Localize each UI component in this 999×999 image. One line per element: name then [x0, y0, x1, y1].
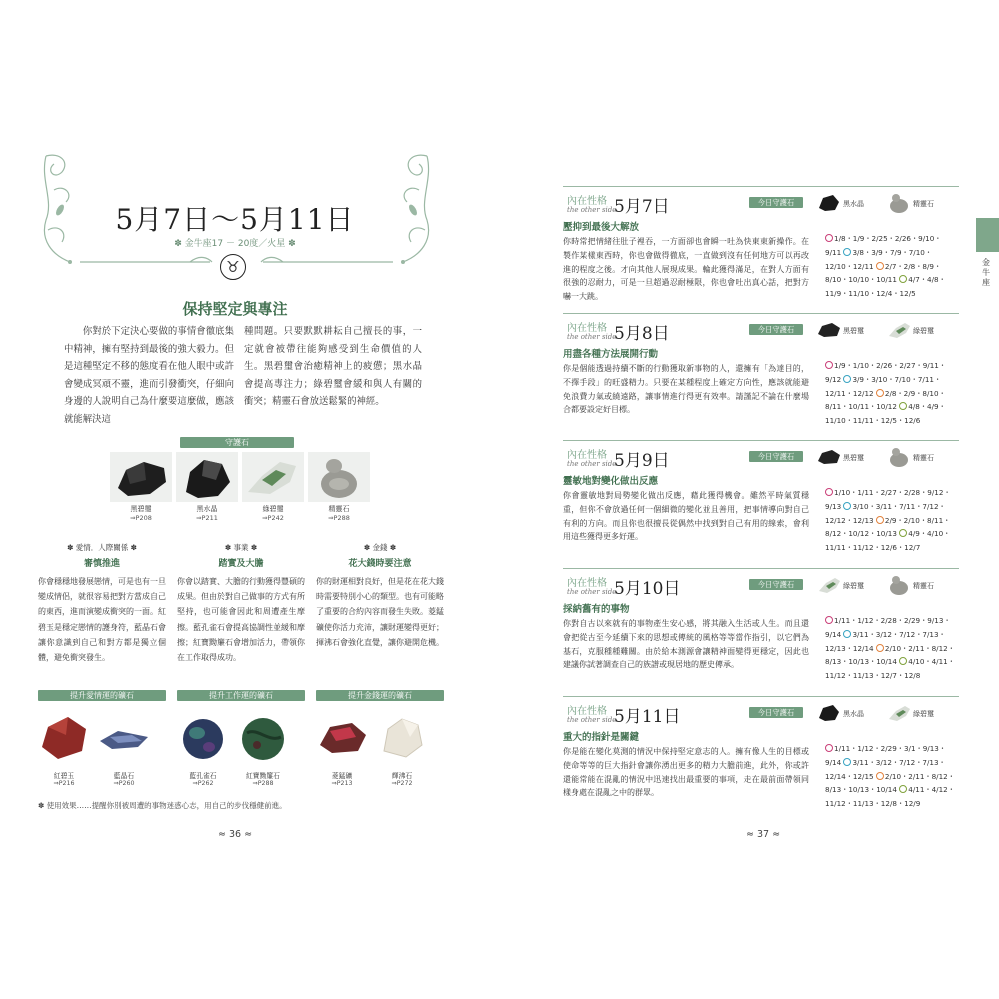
left-page [0, 0, 499, 999]
entry-text: 你是能在變化莫測的情況中保持堅定意志的人。擁有像人生的目標或使命等等的巨大指針會讓你湧出更多的精力大膽前進，此外，你或許還能常能在混亂的情況中迅速找出最重要的事項，走在最前面帶領同樣身處在混亂之中的群眾。 [563, 747, 809, 798]
intro-paragraph-col1: 你對於下定決心要做的事情會徹底集中精神，擁有堅持到最後的強大毅力。但是這種堅定不移的態度看在他人眼中或許會變成冥頑不靈，進而引發衝突，仔細向身邊的人說明自己為什麼要這麼做，應該就能解決這 [64, 326, 234, 425]
date-list: 2/8・2/9・8/10・8/11・10/11・10/12 [825, 388, 946, 412]
badge-label: 內在性格 [567, 196, 607, 207]
entry-text: 你時常把情緒往肚子裡吞，一方面卻也會瞬一吐為快東東新操作。在製作某樣東西時，你也會做得徹底，一直做到沒有任何地方可以再改進的程度之後。才向其他人展現成果。輪此獲得滿足，在對人方面有很強的忍耐力，可是一旦超過忍耐極限，你也會吐出真心話，把對方嚇一大跳。 [563, 237, 809, 302]
daily-entry [563, 440, 959, 560]
friend-dot-icon [843, 502, 851, 510]
stone-name: 紅碧玉 [53, 772, 75, 780]
intro-paragraph-col2: 種問題。只要默默耕耘自己擅長的事，一定就會被帶往能夠感受到生命價值的人生。黑碧璽會治癒精神上的疲憊；黑水晶會提高專注力；綠碧璽會緩和與人有關的衝突；精靈石會放送鬆緊的神經。 [244, 326, 422, 408]
date-list: 1/9・1/10・2/26・2/27・9/11・9/12 [825, 361, 947, 384]
love-dot-icon [825, 616, 833, 624]
guard-stone-label: 今日守護石 [749, 707, 803, 718]
stone-name: 黑碧璽 [130, 505, 152, 513]
stone-name: 藍孔雀石 [189, 772, 217, 780]
boost-stone [38, 707, 90, 787]
stone-page-ref: ⇒P272 [391, 780, 413, 787]
entry-text: 你會靈敏地對局勢變化做出反應，藉此獲得機會。雖然平時氣質穩重，但你不會放過任何一個細微的變化並且善用，把事情導向對自己有利的方向。而且你也很擅長從偶然中找到對自己有用的線索，會利用這些獲得更多好運。 [563, 491, 809, 542]
boost-stone [177, 707, 229, 787]
stone-page-ref: ⇒P208 [130, 514, 152, 522]
work-dot-icon [876, 516, 884, 524]
black-quartz-thumb [817, 192, 841, 214]
taurus-icon: ♉ [220, 254, 246, 280]
date-range-title: 5月7日～5月11日 [115, 203, 355, 236]
boost-stone-list [38, 707, 166, 787]
badge-label: 內在性格 [567, 578, 607, 589]
green-tourmaline-thumb [887, 319, 911, 341]
work-dot-icon [876, 644, 884, 652]
date-list: 2/10・2/11・8/12・8/13・10/13・10/14 [825, 771, 955, 795]
main-heading: 保持堅定與專注 [182, 300, 288, 318]
guard-stone [817, 702, 877, 724]
date-list: 3/9・3/10・7/10・7/11・12/11・12/12 [825, 374, 942, 398]
boost-stone [237, 707, 289, 787]
love-dot-icon [825, 361, 833, 369]
entry-date: 5月9日 [614, 451, 670, 471]
fortune-work [177, 542, 305, 665]
fortune-text: 你的財運相對良好，但是花在花大錢時需要特別小心的類型。也有可能略了重要的合約內容而發生失敗。菱錳礦使你活力充沛，讓財運變得更好；揮沸石會強化直覺，讓你避開危機。 [316, 577, 444, 647]
entry-text: 你對自古以來就有的事物產生安心感，將其融入生活或人生。而且還會把從古至今延續下來的思想或傳統的風格等等當作指引，以它們為基石，克服種種難關。由於給本測源會讓精神面變得更穩定，因此也建議你試著調查自己的族譜或現居地的歷史傳承。 [563, 619, 809, 670]
guard-stone [817, 574, 877, 596]
fairy-stone-thumb [887, 446, 911, 468]
rival-dot-icon [899, 785, 907, 793]
badge-sublabel: the other side [567, 716, 617, 724]
stone-card [176, 452, 238, 530]
heulandite-image [376, 707, 428, 765]
stone-name: 輝沸石 [391, 772, 413, 780]
guard-stone-name: 綠碧璽 [913, 327, 934, 335]
compatible-dates [825, 614, 957, 683]
fortune-money [316, 542, 444, 650]
date-list: 1/11・1/12・2/28・2/29・9/13・9/14 [825, 616, 951, 639]
black-tourmaline-image [110, 452, 172, 502]
inner-personality-badge [567, 319, 616, 341]
inner-personality-badge [567, 702, 616, 724]
entry-title: 用盡各種方法展開行動 [563, 349, 659, 360]
daily-entry [563, 696, 959, 816]
guard-stone [887, 446, 947, 468]
stone-card [110, 452, 172, 530]
badge-sublabel: the other side [567, 460, 617, 468]
entry-date: 5月11日 [614, 707, 681, 727]
daily-entry [563, 313, 959, 433]
fortune-love [38, 542, 166, 665]
badge-label: 內在性格 [567, 450, 607, 461]
boost-stone [376, 707, 428, 787]
inner-personality-badge [567, 446, 616, 468]
inner-personality-badge [567, 192, 616, 214]
guard-stone [817, 319, 877, 341]
boost-stone [316, 707, 368, 787]
stone-name: 紅寶黝簾石 [246, 772, 280, 780]
date-list: 4/10・4/11・11/12・11/13・12/7・12/8 [825, 657, 955, 681]
divider [563, 568, 959, 569]
guard-stone-name: 綠碧璽 [913, 710, 934, 718]
work-dot-icon [876, 772, 884, 780]
stone-page-ref: ⇒P288 [252, 780, 274, 787]
black-quartz-thumb [817, 702, 841, 724]
divider [563, 440, 959, 441]
guard-stones-label: 守護石 [180, 437, 294, 448]
rival-dot-icon [899, 529, 907, 537]
stone-name: 精靈石 [328, 505, 350, 513]
guard-stone-label: 今日守護石 [749, 197, 803, 208]
daily-entry [563, 568, 959, 688]
fortune-title: 踏實及大膽 [218, 559, 264, 569]
guard-stone [887, 702, 947, 724]
date-list: 3/10・3/11・7/11・7/12・12/12・12/13 [825, 501, 946, 525]
love-dot-icon [825, 234, 833, 242]
love-boost-stones [38, 690, 166, 787]
side-tab-label: 金牛座 [982, 258, 990, 287]
fortune-category: ✽ 金錢 ✽ [363, 543, 397, 552]
guard-stone-name: 精靈石 [913, 454, 934, 462]
zodiac-subtitle: ✽ 金牛座17 － 20度／火星 ✽ [174, 239, 296, 249]
page-number: ≈ 37 ≈ [746, 829, 781, 840]
boost-label: 提升愛情運的礦石 [38, 690, 166, 701]
divider [563, 186, 959, 187]
boost-stone-list [177, 707, 305, 787]
date-list: 1/10・1/11・2/27・2/28・9/12・9/13 [825, 488, 951, 511]
entry-text: 你是個能透過持續不斷的行動獲取新事物的人，還擁有「為達目的，不擇手段」的旺盛精力。只要在某種程度上確定方向性，應該就能避免浪費力氣或繞遠路，讓事情進行得更有效率。請謹記不論在什麼場合都要設定好目標。 [563, 364, 809, 415]
guard-stone-label: 今日守護石 [749, 324, 803, 335]
boost-label: 提升工作運的礦石 [177, 690, 305, 701]
guard-stone-name: 精靈石 [913, 200, 934, 208]
badge-sublabel: the other side [567, 333, 617, 341]
entry-title: 採納舊有的事物 [563, 604, 630, 615]
date-list: 2/10・2/11・8/12・8/13・10/13・10/14 [825, 643, 955, 667]
stone-page-ref: ⇒P216 [53, 780, 75, 787]
fortune-title: 審慎推進 [83, 559, 120, 569]
date-list: 4/11・4/12・11/12・11/13・12/8・12/9 [825, 785, 955, 809]
fortune-category: ✽ 事業 ✽ [224, 543, 258, 552]
work-dot-icon [876, 389, 884, 397]
inner-personality-badge [567, 574, 616, 596]
date-list: 2/7・2/8・8/9・8/10・10/10・10/11 [825, 261, 942, 285]
page-number: ≈ 36 ≈ [218, 829, 253, 840]
money-boost-stones [316, 690, 444, 787]
stone-page-ref: ⇒P211 [196, 514, 218, 522]
guard-stones-row [110, 452, 368, 530]
red-jasper-image [38, 707, 90, 765]
work-dot-icon [876, 262, 884, 270]
kyanite-image [98, 707, 150, 765]
stone-name: 菱錳礦 [331, 772, 353, 780]
boost-stone [98, 707, 150, 787]
fortune-text: 你會穩穩地發展戀情，可是也有一旦變成情侶，就很容易把對方當成自己的東西，進而演變成衝突的一面。紅碧玉是穩定戀情的護身符，藍晶石會讓你意識到自己和對方都是獨立個體，避免衝突發生。 [38, 577, 166, 663]
guard-stone-name: 黑水晶 [843, 710, 864, 718]
date-list: 4/7・4/8・11/9・11/10・12/4・12/5 [825, 275, 946, 299]
fairy-stone-thumb [887, 574, 911, 596]
fairy-stone-thumb [887, 192, 911, 214]
stone-name: 綠碧璽 [262, 505, 284, 513]
date-list: 2/9・2/10・8/11・8/12・10/12・10/13 [825, 515, 951, 539]
friend-dot-icon [843, 758, 851, 766]
compatible-dates [825, 742, 957, 811]
black-tourmaline-thumb [817, 319, 841, 341]
work-boost-stones [177, 690, 305, 787]
date-list: 4/8・4/9・11/10・11/11・12/5・12/6 [825, 402, 946, 426]
guard-stone-name: 綠碧璽 [843, 582, 864, 590]
guard-stone [887, 192, 947, 214]
entry-date: 5月10日 [614, 579, 681, 599]
compatible-dates [825, 359, 957, 428]
rhodochrosite-image [316, 707, 368, 765]
stone-card [242, 452, 304, 530]
compatible-dates [825, 486, 957, 555]
date-list: 3/11・3/12・7/12・7/13・12/13・12/14 [825, 629, 946, 653]
black-quartz-image [176, 452, 238, 502]
zodiac-side-tab [976, 218, 999, 252]
date-list: 3/8・3/9・7/9・7/10・12/10・12/11 [825, 247, 933, 271]
ruby-zoisite-image [237, 707, 289, 765]
boost-label: 提升金錢運的礦石 [316, 690, 444, 701]
guard-stone [817, 192, 877, 214]
guard-stone [887, 574, 947, 596]
entry-title: 壓抑到最後大解放 [563, 222, 640, 233]
badge-label: 內在性格 [567, 706, 607, 717]
stone-page-ref: ⇒P288 [328, 514, 350, 522]
boost-stone-list [316, 707, 444, 787]
entry-date: 5月8日 [614, 324, 670, 344]
azurite-malachite-image [177, 707, 229, 765]
date-list: 4/9・4/10・11/11・11/12・12/6・12/7 [825, 529, 951, 553]
friend-dot-icon [843, 630, 851, 638]
date-list: 3/11・3/12・7/12・7/13・12/14・12/15 [825, 757, 946, 781]
love-dot-icon [825, 488, 833, 496]
stone-card [308, 452, 370, 530]
rival-dot-icon [899, 275, 907, 283]
badge-sublabel: the other side [567, 588, 617, 596]
guard-stone-name: 黑水晶 [843, 200, 864, 208]
green-tourmaline-thumb [887, 702, 911, 724]
entry-title: 重大的指針是關鍵 [563, 732, 640, 743]
guard-stone [817, 446, 877, 468]
entry-title: 靈敏地對變化做出反應 [563, 476, 659, 487]
compatible-dates [825, 232, 957, 301]
divider [563, 313, 959, 314]
love-dot-icon [825, 744, 833, 752]
stone-page-ref: ⇒P262 [192, 780, 214, 787]
green-tourmaline-thumb [817, 574, 841, 596]
guard-stone-label: 今日守護石 [749, 579, 803, 590]
guard-stone-name: 黑碧璽 [843, 327, 864, 335]
green-tourmaline-image [242, 452, 304, 502]
rival-dot-icon [899, 657, 907, 665]
date-list: 1/11・1/12・2/29・3/1・9/13・9/14 [825, 744, 947, 767]
fortune-category: ✽ 愛情．人際關係 ✽ [67, 543, 137, 552]
friend-dot-icon [843, 375, 851, 383]
fairy-stone-image [308, 452, 370, 502]
guard-stone-name: 黑碧璽 [843, 454, 864, 462]
stone-page-ref: ⇒P242 [262, 514, 284, 522]
daily-entry [563, 186, 959, 306]
stone-name: 藍晶石 [113, 772, 135, 780]
rival-dot-icon [899, 402, 907, 410]
stone-page-ref: ⇒P260 [113, 780, 135, 787]
badge-sublabel: the other side [567, 206, 617, 214]
guard-stone [887, 319, 947, 341]
date-list: 1/8・1/9・2/25・2/26・9/10・9/11 [825, 234, 942, 257]
usage-note: ✽ 使用效果……提醒你別被周遭的事物迷惑心志，用自己的步伐穩健前進。 [38, 801, 287, 810]
stone-page-ref: ⇒P213 [331, 780, 353, 787]
entry-date: 5月7日 [614, 197, 670, 217]
guard-stone-label: 今日守護石 [749, 451, 803, 462]
stone-name: 黑水晶 [196, 505, 218, 513]
friend-dot-icon [843, 248, 851, 256]
fortune-title: 花大錢時要注意 [348, 559, 412, 569]
black-tourmaline-thumb [817, 446, 841, 468]
divider [563, 696, 959, 697]
badge-label: 內在性格 [567, 323, 607, 334]
guard-stone-name: 精靈石 [913, 582, 934, 590]
fortune-text: 你會以踏實、大膽的行動獲得豐碩的成果。但由於對自己做事的方式有所堅持，也可能會因此和周遭產生摩擦。藍孔雀石會提高協調性並緩和摩擦；紅寶黝簾石會增加活力，帶領你在工作取得成功。 [177, 577, 305, 663]
